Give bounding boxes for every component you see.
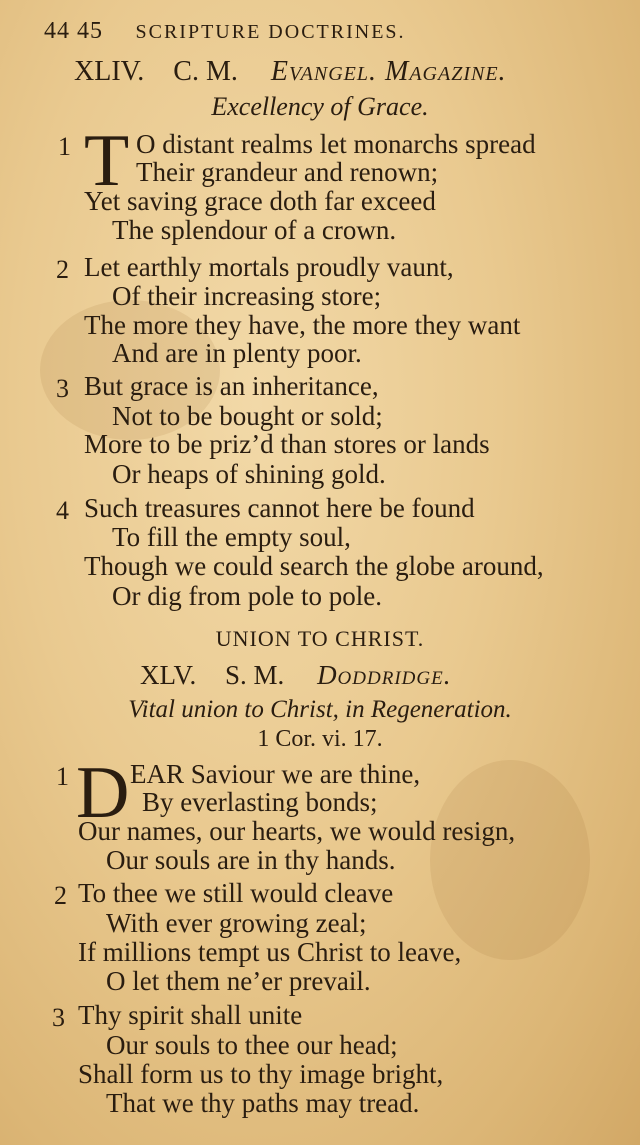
verse-line: Or heaps of shining gold. bbox=[112, 459, 386, 489]
hymn-number: XLIV. bbox=[74, 56, 145, 87]
hymn-subtitle: Vital union to Christ, in Regeneration. bbox=[128, 696, 512, 723]
verse-line: O distant realms let monarchs spread bbox=[136, 129, 536, 159]
verse-number: 4 bbox=[56, 496, 69, 525]
verse-number: 2 bbox=[56, 255, 69, 284]
running-title: SCRIPTURE DOCTRINES. bbox=[135, 21, 406, 43]
verse-number: 1 bbox=[56, 762, 69, 791]
running-header bbox=[44, 18, 406, 45]
verse-line: Our souls are in thy hands. bbox=[106, 845, 396, 875]
verse-number: 1 bbox=[58, 132, 71, 161]
verse-line: To thee we still would cleave bbox=[78, 878, 394, 908]
verse-line: EAR Saviour we are thine, bbox=[130, 759, 421, 789]
hymn-subtitle: Excellency of Grace. bbox=[211, 92, 429, 121]
verse-line: The more they have, the more they want bbox=[84, 310, 521, 340]
hymn-meter: C. M. bbox=[173, 56, 238, 87]
scripture-reference: 1 Cor. vi. 17. bbox=[257, 726, 383, 752]
drop-cap: T bbox=[84, 120, 130, 202]
verse-line: But grace is an inheritance, bbox=[84, 371, 379, 401]
verse-line: More to be priz’d than stores or lands bbox=[84, 429, 490, 459]
verse-line: Yet saving grace doth far exceed bbox=[84, 186, 436, 216]
verse-line: Let earthly mortals proudly vaunt, bbox=[84, 252, 454, 282]
verse-line: And are in plenty poor. bbox=[112, 338, 362, 368]
verse-line: Their grandeur and renown; bbox=[136, 157, 439, 187]
hymn-heading bbox=[74, 58, 507, 86]
verse-line: Shall form us to thy image bright, bbox=[78, 1059, 444, 1089]
verse-line: O let them ne’er prevail. bbox=[106, 966, 371, 996]
verse-line: By everlasting bonds; bbox=[142, 787, 378, 817]
verse-line: Our souls to thee our head; bbox=[106, 1030, 398, 1060]
verse-line: Such treasures cannot here be found bbox=[84, 493, 475, 523]
verse-number: 2 bbox=[54, 881, 67, 910]
hymn-number: XLV. bbox=[140, 660, 197, 690]
verse-line: Of their increasing store; bbox=[112, 281, 382, 311]
verse-number: 3 bbox=[56, 374, 69, 403]
verse-line: That we thy paths may tread. bbox=[106, 1088, 420, 1118]
verse-line: Our names, our hearts, we would resign, bbox=[78, 816, 516, 846]
verse-number: 3 bbox=[52, 1003, 65, 1032]
verse-line: Thy spirit shall unite bbox=[78, 1000, 303, 1030]
hymn-heading bbox=[140, 662, 451, 689]
section-title: UNION TO CHRIST. bbox=[215, 626, 425, 651]
verse-line: If millions tempt us Christ to leave, bbox=[78, 937, 462, 967]
verse-line: The splendour of a crown. bbox=[112, 215, 397, 245]
hymn-source: Evangel. Magazine. bbox=[270, 56, 507, 87]
verse-line: Though we could search the globe around, bbox=[84, 551, 544, 581]
hymn-meter: S. M. bbox=[225, 660, 285, 690]
verse-line: Not to be bought or sold; bbox=[112, 401, 383, 431]
verse-line: To fill the empty soul, bbox=[112, 522, 351, 552]
page-number: 44 45 bbox=[44, 18, 103, 44]
hymn-source: Doddridge. bbox=[317, 660, 452, 690]
verse-line: With ever growing zeal; bbox=[106, 908, 367, 938]
drop-cap: D bbox=[76, 752, 130, 834]
verse-line: Or dig from pole to pole. bbox=[112, 581, 382, 611]
paper-stain bbox=[430, 760, 590, 960]
